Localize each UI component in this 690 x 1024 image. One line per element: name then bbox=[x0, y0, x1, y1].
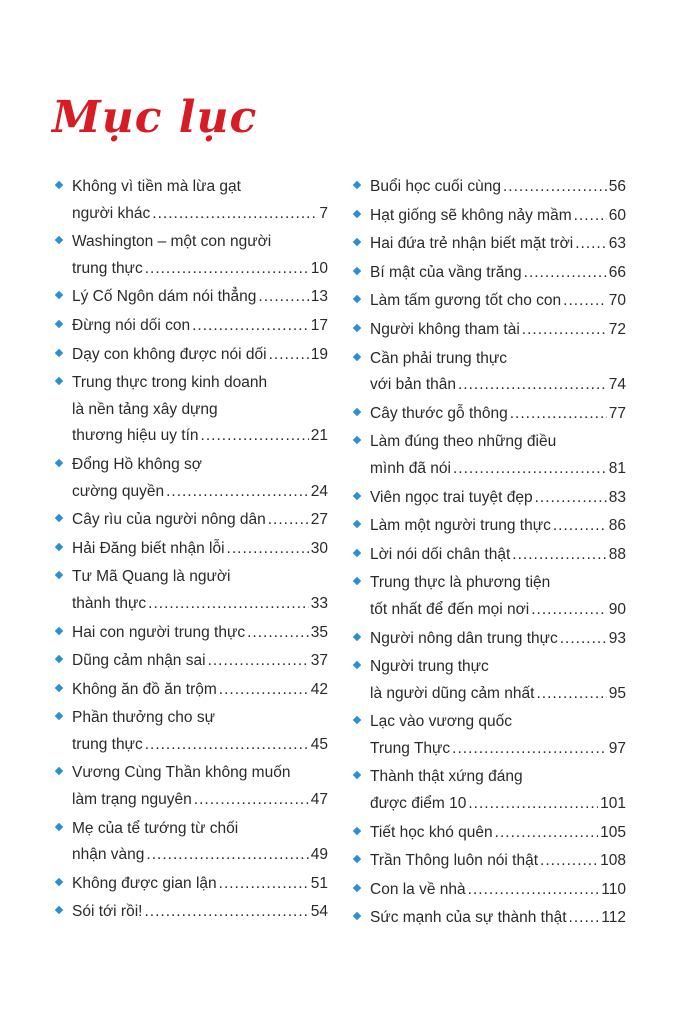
toc-entry-line bbox=[72, 760, 328, 787]
toc-entry-line bbox=[72, 536, 328, 563]
toc-entry-title: Người nông dân trung thực bbox=[370, 629, 558, 647]
toc-entry-title: Sói tới rồi! bbox=[72, 903, 143, 921]
toc-entry-title: Đừng nói dối con bbox=[72, 316, 191, 334]
diamond-bullet-icon bbox=[55, 236, 63, 244]
dot-leader bbox=[563, 288, 607, 315]
toc-page-number: 51 bbox=[310, 874, 328, 892]
toc-entry[interactable] bbox=[56, 370, 328, 450]
toc-page-number: 27 bbox=[310, 511, 328, 529]
toc-entry-title: là nền tảng xây dựng bbox=[72, 400, 218, 418]
toc-entry-title: Dũng cảm nhận sai bbox=[72, 652, 206, 670]
dot-leader bbox=[452, 736, 607, 763]
toc-entry-title: Thành thật xứng đáng bbox=[370, 768, 523, 786]
toc-entry-title: Tư Mã Quang là người bbox=[72, 568, 231, 586]
toc-entry-title: trung thực bbox=[72, 735, 143, 753]
dot-leader bbox=[145, 256, 309, 283]
dot-leader bbox=[569, 905, 600, 932]
toc-entry-title: Lạc vào vương quốc bbox=[370, 713, 513, 731]
toc-page-number: 56 bbox=[608, 178, 626, 195]
diamond-bullet-icon bbox=[353, 238, 361, 246]
toc-entry[interactable] bbox=[354, 513, 626, 540]
diamond-bullet-icon bbox=[353, 295, 361, 303]
toc-entry-title: làm trạng nguyên bbox=[72, 791, 192, 809]
diamond-bullet-icon bbox=[55, 655, 63, 663]
toc-entry[interactable] bbox=[354, 905, 626, 932]
toc-entry-line bbox=[370, 848, 626, 875]
toc-entry-line bbox=[72, 313, 328, 340]
toc-entry-title: thành thực bbox=[72, 594, 147, 612]
toc-entry[interactable] bbox=[354, 654, 626, 707]
dot-leader bbox=[144, 899, 308, 926]
dot-leader bbox=[247, 620, 309, 647]
dot-leader bbox=[258, 284, 308, 311]
toc-entry-line bbox=[370, 681, 626, 708]
diamond-bullet-icon bbox=[353, 855, 361, 863]
toc-entry-title: Lời nói dối chân thật bbox=[370, 545, 511, 563]
toc-page-number: 17 bbox=[310, 316, 328, 334]
toc-entry[interactable] bbox=[56, 174, 328, 227]
toc-entry[interactable] bbox=[354, 570, 626, 623]
dot-leader bbox=[524, 260, 607, 287]
diamond-bullet-icon bbox=[55, 712, 63, 720]
toc-entry-line bbox=[370, 485, 626, 512]
toc-page-number: 110 bbox=[601, 880, 626, 898]
dot-leader bbox=[560, 626, 607, 653]
toc-page-number: 47 bbox=[310, 791, 328, 809]
toc-entry[interactable] bbox=[56, 899, 328, 926]
diamond-bullet-icon bbox=[353, 324, 361, 332]
toc-entry[interactable] bbox=[56, 871, 328, 898]
diamond-bullet-icon bbox=[55, 683, 63, 691]
toc-entry[interactable] bbox=[354, 317, 626, 344]
dot-leader bbox=[512, 542, 606, 569]
diamond-bullet-icon bbox=[353, 577, 361, 585]
diamond-bullet-icon bbox=[353, 548, 361, 556]
toc-entry-title: Đổng Hồ không sợ bbox=[72, 455, 202, 473]
dot-leader bbox=[495, 820, 598, 847]
dot-leader bbox=[553, 513, 607, 540]
diamond-bullet-icon bbox=[353, 436, 361, 444]
diamond-bullet-icon bbox=[55, 822, 63, 830]
toc-entry[interactable] bbox=[354, 485, 626, 512]
toc-entry[interactable] bbox=[354, 848, 626, 875]
toc-entry-title: Cần phải trung thực bbox=[370, 349, 508, 367]
toc-entry-title: Viên ngọc trai tuyệt đẹp bbox=[370, 488, 533, 506]
dot-leader bbox=[166, 479, 309, 506]
toc-entry-line bbox=[72, 397, 328, 424]
toc-entry-line bbox=[370, 401, 626, 428]
dot-leader bbox=[201, 423, 309, 450]
toc-entry-line bbox=[72, 677, 328, 704]
toc-entry-line bbox=[370, 174, 626, 201]
toc-entry-line bbox=[370, 513, 626, 540]
toc-entry-title: được điểm 10 bbox=[370, 795, 467, 813]
toc-entry-title: Không ăn đồ ăn trộm bbox=[72, 680, 217, 698]
toc-entry-title: Dạy con không được nói dối bbox=[72, 345, 267, 363]
diamond-bullet-icon bbox=[55, 514, 63, 522]
dot-leader bbox=[152, 201, 317, 228]
diamond-bullet-icon bbox=[353, 520, 361, 528]
toc-entry[interactable] bbox=[354, 764, 626, 817]
diamond-bullet-icon bbox=[353, 408, 361, 416]
diamond-bullet-icon bbox=[353, 352, 361, 360]
toc-entry-title: là người dũng cảm nhất bbox=[370, 684, 535, 702]
toc-entry-line bbox=[72, 591, 328, 618]
toc-entry-line bbox=[72, 229, 328, 256]
toc-entry-line bbox=[370, 456, 626, 483]
toc-entry[interactable] bbox=[354, 260, 626, 287]
toc-entry-title: tốt nhất để đến mọi nơi bbox=[370, 600, 530, 618]
toc-entry-line bbox=[72, 899, 328, 926]
toc-page-number: 10 bbox=[310, 259, 328, 277]
toc-entry-title: Làm tấm gương tốt cho con bbox=[370, 292, 562, 310]
toc-entry-title: Không vì tiền mà lừa gạt bbox=[72, 178, 241, 195]
toc-entry[interactable] bbox=[354, 231, 626, 258]
dot-leader bbox=[468, 877, 600, 904]
toc-entry[interactable] bbox=[354, 429, 626, 482]
toc-entry-title: cường quyền bbox=[72, 482, 165, 500]
toc-column-left bbox=[56, 174, 328, 928]
diamond-bullet-icon bbox=[55, 320, 63, 328]
toc-entry[interactable] bbox=[354, 401, 626, 428]
toc-page-number: 37 bbox=[310, 652, 328, 670]
toc-entry-line bbox=[72, 201, 328, 228]
dot-leader bbox=[503, 174, 607, 201]
toc-entry-line bbox=[370, 709, 626, 736]
toc-page-number: 60 bbox=[608, 206, 626, 224]
dot-leader bbox=[531, 597, 607, 624]
diamond-bullet-icon bbox=[55, 348, 63, 356]
toc-page-number: 54 bbox=[310, 903, 328, 921]
toc-entry-title: Hải Đăng biết nhận lỗi bbox=[72, 539, 225, 557]
toc-entry-title: Không được gian lận bbox=[72, 874, 217, 892]
diamond-bullet-icon bbox=[55, 542, 63, 550]
toc-page-number: 19 bbox=[310, 345, 328, 363]
toc-page-number: 21 bbox=[310, 427, 328, 445]
toc-page-number: 49 bbox=[310, 846, 328, 864]
diamond-bullet-icon bbox=[353, 771, 361, 779]
toc-entry-line bbox=[370, 905, 626, 932]
toc-entry[interactable] bbox=[354, 346, 626, 399]
dot-leader bbox=[219, 871, 309, 898]
dot-leader bbox=[148, 591, 309, 618]
toc-entry-title: Mẹ của tể tướng từ chối bbox=[72, 819, 239, 837]
toc-page-number: 95 bbox=[608, 684, 626, 702]
toc-entry-line bbox=[370, 372, 626, 399]
diamond-bullet-icon bbox=[55, 571, 63, 579]
toc-page-number: 97 bbox=[608, 739, 626, 757]
toc-entry-line bbox=[370, 231, 626, 258]
dot-leader bbox=[208, 648, 309, 675]
toc-entry-title: Lý Cố Ngôn dám nói thẳng bbox=[72, 288, 257, 306]
toc-page-number: 7 bbox=[319, 204, 328, 222]
toc-entry-line bbox=[72, 174, 328, 201]
toc-page-number: 70 bbox=[608, 292, 626, 310]
toc-entry[interactable] bbox=[56, 284, 328, 311]
toc-entry[interactable] bbox=[56, 620, 328, 647]
diamond-bullet-icon bbox=[55, 181, 63, 189]
toc-entry-line bbox=[370, 736, 626, 763]
toc-entry-title: Sức mạnh của sự thành thật bbox=[370, 909, 567, 927]
toc-entry-line bbox=[370, 346, 626, 373]
dot-leader bbox=[575, 231, 607, 258]
toc-entry-title: Làm đúng theo những điều bbox=[370, 433, 557, 451]
diamond-bullet-icon bbox=[353, 491, 361, 499]
toc-entry-line bbox=[72, 705, 328, 732]
toc-entry-line bbox=[72, 787, 328, 814]
toc-entry-line bbox=[370, 791, 626, 818]
toc-entry-title: Trần Thông luôn nói thật bbox=[370, 852, 539, 870]
toc-entry-title: Bí mật của vầng trăng bbox=[370, 263, 522, 281]
toc-entry-title: với bản thân bbox=[370, 376, 456, 394]
toc-entry-title: người khác bbox=[72, 204, 151, 222]
toc-page-number: 90 bbox=[608, 600, 626, 618]
toc-entry-line bbox=[370, 570, 626, 597]
diamond-bullet-icon bbox=[55, 626, 63, 634]
toc-entry-line bbox=[72, 564, 328, 591]
toc-entry[interactable] bbox=[56, 452, 328, 505]
diamond-bullet-icon bbox=[353, 209, 361, 217]
toc-entry-title: Cây thước gỗ thông bbox=[370, 404, 508, 422]
toc-entry-line bbox=[72, 479, 328, 506]
toc-entry-line bbox=[370, 542, 626, 569]
toc-page-number: 66 bbox=[608, 263, 626, 281]
diamond-bullet-icon bbox=[353, 267, 361, 275]
toc-page-number: 108 bbox=[600, 852, 626, 870]
toc-entry-line bbox=[370, 820, 626, 847]
toc-page-number: 74 bbox=[608, 376, 626, 394]
toc-entry-line bbox=[72, 816, 328, 843]
toc-entry[interactable] bbox=[354, 626, 626, 653]
toc-page-number: 63 bbox=[608, 235, 626, 253]
toc-entry[interactable] bbox=[354, 542, 626, 569]
toc-entry-line bbox=[370, 288, 626, 315]
toc-page-number: 101 bbox=[600, 795, 626, 813]
toc-page-number: 81 bbox=[608, 459, 626, 477]
toc-entry[interactable] bbox=[56, 648, 328, 675]
dot-leader bbox=[458, 372, 607, 399]
dot-leader bbox=[540, 848, 598, 875]
toc-entry-title: mình đã nói bbox=[370, 459, 451, 477]
toc-entry-title: Người trung thực bbox=[370, 658, 489, 676]
toc-entry[interactable] bbox=[56, 536, 328, 563]
toc-page-number: 88 bbox=[608, 545, 626, 563]
toc-entry-title: Hai con người trung thực bbox=[72, 623, 246, 641]
toc-entry-title: Con la về nhà bbox=[370, 880, 466, 898]
dot-leader bbox=[269, 342, 309, 369]
dot-leader bbox=[522, 317, 607, 344]
diamond-bullet-icon bbox=[353, 632, 361, 640]
diamond-bullet-icon bbox=[353, 181, 361, 189]
toc-entry-title: Người không tham tài bbox=[370, 320, 520, 338]
toc-entry[interactable] bbox=[56, 677, 328, 704]
diamond-bullet-icon bbox=[55, 377, 63, 385]
toc-entry-title: thương hiệu uy tín bbox=[72, 427, 199, 445]
toc-column-right bbox=[354, 174, 626, 934]
toc-entry[interactable] bbox=[354, 174, 626, 201]
toc-entry-title: Trung Thực bbox=[370, 739, 451, 757]
toc-page-number: 72 bbox=[608, 320, 626, 338]
toc-entry-line bbox=[72, 871, 328, 898]
toc-page-number: 112 bbox=[601, 909, 626, 927]
toc-entry-title: Tiết học khó quên bbox=[370, 823, 493, 841]
toc-page-number: 83 bbox=[608, 488, 626, 506]
toc-entry[interactable] bbox=[56, 564, 328, 617]
toc-entry[interactable] bbox=[56, 313, 328, 340]
toc-entry-title: Phần thưởng cho sự bbox=[72, 709, 215, 727]
toc-entry-title: Hai đứa trẻ nhận biết mặt trời bbox=[370, 235, 574, 253]
toc-entry[interactable] bbox=[56, 816, 328, 869]
dot-leader bbox=[535, 485, 607, 512]
toc-entry-title: Buổi học cuối cùng bbox=[370, 178, 501, 195]
toc-entry-line bbox=[72, 452, 328, 479]
diamond-bullet-icon bbox=[353, 826, 361, 834]
toc-entry-line bbox=[370, 626, 626, 653]
diamond-bullet-icon bbox=[55, 906, 63, 914]
toc-entry-line bbox=[72, 370, 328, 397]
diamond-bullet-icon bbox=[353, 716, 361, 724]
toc-entry-line bbox=[370, 429, 626, 456]
toc-entry[interactable] bbox=[354, 288, 626, 315]
toc-page-number: 42 bbox=[310, 680, 328, 698]
toc-entry-line bbox=[370, 317, 626, 344]
diamond-bullet-icon bbox=[55, 767, 63, 775]
toc-entry-line bbox=[370, 877, 626, 904]
dot-leader bbox=[227, 536, 309, 563]
diamond-bullet-icon bbox=[55, 459, 63, 467]
toc-page-number: 30 bbox=[310, 539, 328, 557]
toc-page-number: 35 bbox=[310, 623, 328, 641]
toc-entry-line bbox=[370, 764, 626, 791]
dot-leader bbox=[146, 842, 308, 869]
diamond-bullet-icon bbox=[353, 912, 361, 920]
toc-entry-line bbox=[72, 256, 328, 283]
toc-entry[interactable] bbox=[56, 229, 328, 282]
toc-entry-title: nhận vàng bbox=[72, 846, 145, 864]
toc-entry-title: Trung thực trong kinh doanh bbox=[72, 374, 268, 392]
dot-leader bbox=[194, 787, 309, 814]
toc-entry[interactable] bbox=[354, 709, 626, 762]
toc-entry-line bbox=[370, 654, 626, 681]
toc-entry[interactable] bbox=[56, 507, 328, 534]
toc-page-number: 86 bbox=[608, 517, 626, 535]
toc-entry-title: Hạt giống sẽ không nảy mầm bbox=[370, 206, 572, 224]
toc-page-number: 45 bbox=[310, 735, 328, 753]
toc-entry-line bbox=[72, 284, 328, 311]
diamond-bullet-icon bbox=[353, 884, 361, 892]
dot-leader bbox=[453, 456, 607, 483]
toc-entry[interactable] bbox=[56, 342, 328, 369]
toc-page-number: 105 bbox=[600, 823, 626, 841]
toc-entry-line bbox=[72, 507, 328, 534]
dot-leader bbox=[536, 681, 606, 708]
dot-leader bbox=[268, 507, 309, 534]
toc-entry-line bbox=[72, 620, 328, 647]
toc-entry-title: Cây rìu của người nông dân bbox=[72, 511, 266, 529]
toc-entry-title: trung thực bbox=[72, 259, 143, 277]
diamond-bullet-icon bbox=[353, 661, 361, 669]
toc-entry-title: Làm một người trung thực bbox=[370, 517, 551, 535]
toc-entry-line bbox=[72, 648, 328, 675]
page-title: Mục lục bbox=[52, 92, 258, 143]
toc-page-number: 77 bbox=[608, 404, 626, 422]
toc-page-number: 13 bbox=[310, 288, 328, 306]
toc-entry[interactable] bbox=[56, 705, 328, 758]
toc-entry[interactable] bbox=[56, 760, 328, 813]
toc-entry[interactable] bbox=[354, 820, 626, 847]
toc-page-number: 24 bbox=[310, 482, 328, 500]
toc-entry-title: Washington – một con người bbox=[72, 233, 272, 251]
toc-entry-line bbox=[72, 342, 328, 369]
dot-leader bbox=[192, 313, 309, 340]
toc-entry-line bbox=[370, 203, 626, 230]
toc-entry-line bbox=[370, 597, 626, 624]
toc-entry-line bbox=[72, 423, 328, 450]
diamond-bullet-icon bbox=[55, 878, 63, 886]
toc-entry-line bbox=[72, 732, 328, 759]
toc-entry[interactable] bbox=[354, 877, 626, 904]
dot-leader bbox=[145, 732, 309, 759]
toc-entry[interactable] bbox=[354, 203, 626, 230]
toc-entry-title: Trung thực là phương tiện bbox=[370, 574, 551, 592]
toc-entry-title: Vương Cùng Thần không muốn bbox=[72, 764, 291, 782]
diamond-bullet-icon bbox=[55, 291, 63, 299]
toc-page-number: 93 bbox=[608, 629, 626, 647]
dot-leader bbox=[574, 203, 607, 230]
toc-page-number: 33 bbox=[310, 594, 328, 612]
dot-leader bbox=[468, 791, 598, 818]
toc-entry-line bbox=[370, 260, 626, 287]
dot-leader bbox=[219, 677, 309, 704]
dot-leader bbox=[510, 401, 607, 428]
toc-entry-line bbox=[72, 842, 328, 869]
